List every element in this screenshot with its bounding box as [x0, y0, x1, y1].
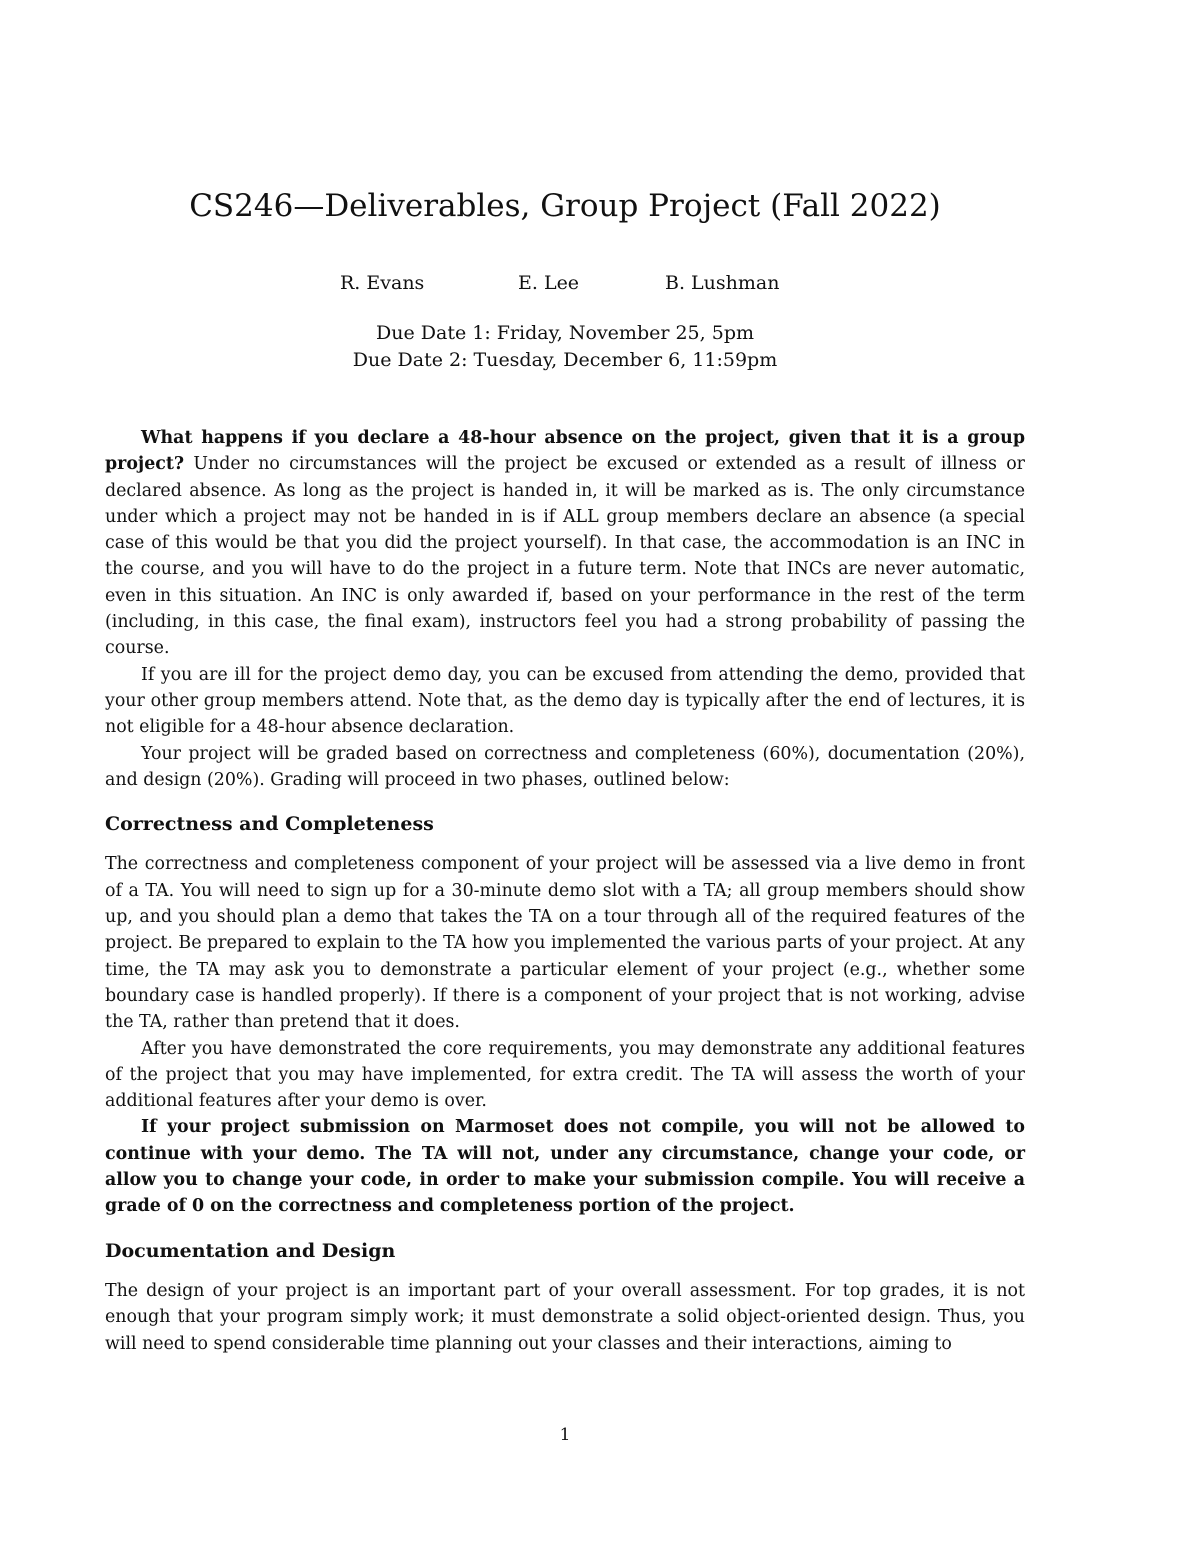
paragraph: The design of your project is an important part of your overall assessment. For top grades, it is not enough that your program simply work; it must demonstrate a solid object-oriented design. Thus, you will need to spend considerable time planning out your classes and their interactions, aiming to	[105, 1280, 1025, 1354]
paragraph-text: Under no circumstances will the project be excused or extended as a result of illness or declared absence. As long as the project is handed in, it will be marked as is. The only circumstance under which a project may not be handed in is if ALL group members declare an absence (a special case of this would be that you did the project yourself). In that case, the accommodation is an INC in the course, and you will have to do the project in a future term. Note that INCs are never automatic, even in this situation. An INC is only awarded if, based on your performance in the rest of the term (including, in this case, the final exam), instructors feel you had a strong probability of passing the course.	[105, 454, 1025, 659]
bold-lead: What happens if you declare a 48-hour absence on the project, given that it is a group project?	[105, 428, 1025, 475]
author-name: E. Lee	[518, 272, 580, 294]
page-number: 1	[559, 1425, 571, 1445]
paragraph: If you are ill for the project demo day, you can be excused from attending the demo, provided that your other group members attend. Note that, as the demo day is typically after the end of lectures, it is not eligible for a 48-hour absence declaration.	[105, 664, 1025, 738]
section-heading: Correctness and Completeness	[105, 813, 434, 836]
due-date-1: Due Date 1: Friday, November 25, 5pm	[376, 322, 754, 344]
paragraph: After you have demonstrated the core requirements, you may demonstrate any additional features of the project that you may have implemented, for extra credit. The TA will assess the worth of your additional features after your demo is over.	[105, 1038, 1025, 1112]
paragraph: The correctness and completeness component of your project will be assessed via a live demo in front of a TA. You will need to sign up for a 30-minute demo slot with a TA; all group members should show up, and you should plan a demo that takes the TA on a tour through all of the required features of the project. Be prepared to explain to the TA how you implemented the various parts of your project. At any time, the TA may ask you to demonstrate a particular element of your project (e.g., whether some boundary case is handled properly). If there is a component of your project that is not working, advise the TA, rather than pretend that it does.	[105, 854, 1025, 1033]
paragraph	[105, 425, 1025, 662]
due-dates	[0, 320, 1130, 374]
section-heading: Documentation and Design	[105, 1239, 396, 1262]
author-name: R. Evans	[340, 272, 425, 294]
paragraph: Your project will be graded based on correctness and completeness (60%), documentation (20%), and design (20%). Grading will proceed in two phases, outlined below:	[105, 743, 1025, 790]
authors	[340, 272, 800, 300]
document-body	[105, 425, 1025, 1357]
due-date-2: Due Date 2: Tuesday, December 6, 11:59pm	[352, 349, 778, 371]
bold-paragraph: If your project submission on Marmoset does not compile, you will not be allowed to continue with your demo. The TA will not, under any circumstance, change your code, or allow you to change your code, in order to make your submission compile. You will receive a grade of 0 on the correctness and completeness portion of the project.	[105, 1117, 1025, 1217]
document-title: CS246—Deliverables, Group Project (Fall 2022)	[189, 188, 941, 224]
author-name: B. Lushman	[665, 272, 780, 294]
